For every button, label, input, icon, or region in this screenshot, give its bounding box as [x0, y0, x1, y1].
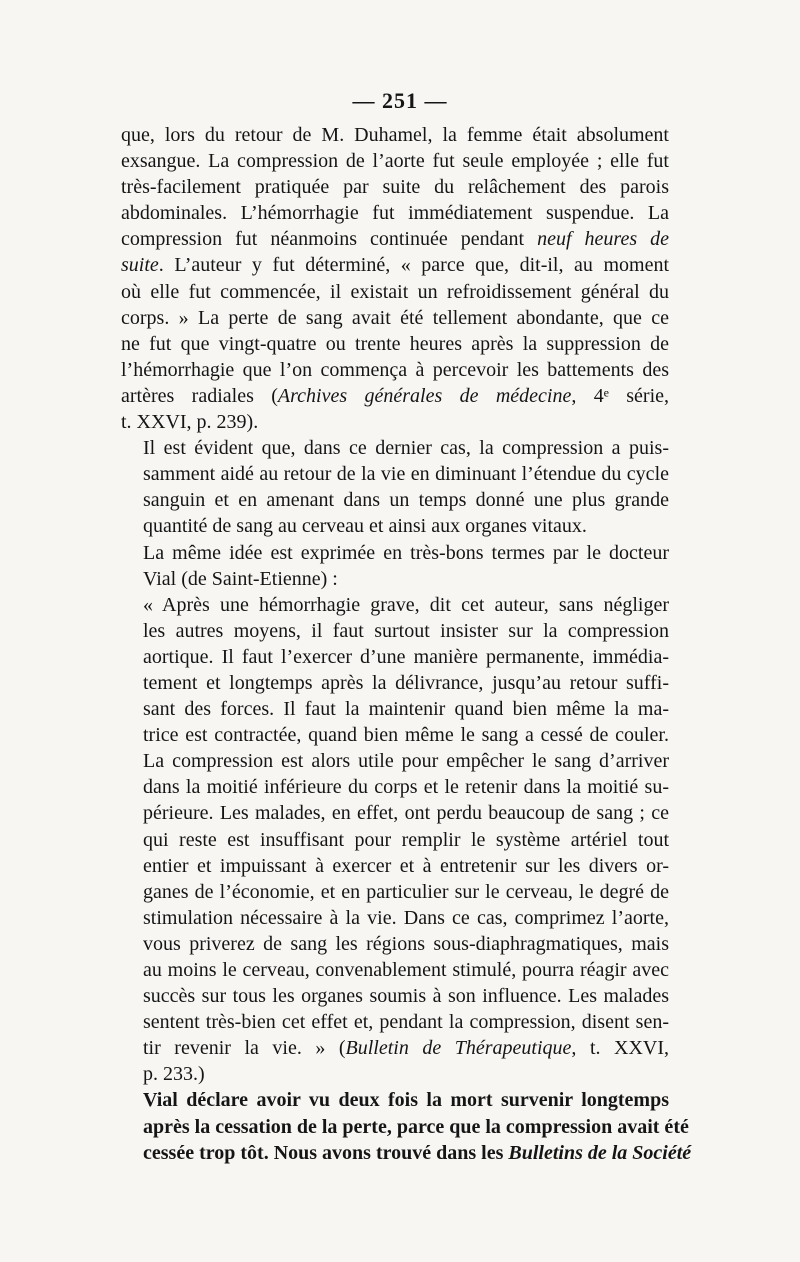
text-run: quantité de sang au cerveau et ainsi aux organes vitaux. [143, 515, 587, 538]
text-line [121, 722, 669, 748]
text-run: après la cessation de la perte, parce que la compression avait été [143, 1115, 689, 1138]
text-run: La compression est alors utile pour empêcher le sang d’arriver [143, 750, 669, 773]
text-run: tir revenir la vie. » ( [143, 1037, 346, 1060]
text-run: ganes de l’économie, et en particulier sur le cerveau, le degré de [143, 880, 669, 903]
text-run: dans la moitié inférieure du corps et le retenir dans la moitié su- [143, 776, 669, 799]
text-run: entier et impuissant à exercer et à entretenir sur les divers or- [143, 854, 669, 877]
text-line [121, 148, 669, 174]
paragraph [121, 592, 669, 1088]
italic-text: Archives générales de médecine [277, 384, 572, 407]
text-line [121, 383, 669, 409]
italic-text: Bulletin de Thérapeutique [345, 1037, 572, 1060]
text-run: Il est évident que, dans ce dernier cas, la compression a puis- [143, 437, 669, 460]
text-run: . L’auteur y fut déterminé, « parce que, dit-il, au moment [158, 254, 669, 277]
text-line [121, 331, 669, 357]
text-run: samment aidé au retour de la vie en diminuant l’étendue du cycle [143, 463, 669, 486]
text-run: compression fut néanmoins continuée pendant [121, 228, 538, 251]
text-line [121, 983, 669, 1009]
text-line [121, 252, 669, 278]
text-run: qui reste est insuffisant pour remplir le système artériel tout [143, 828, 669, 851]
text-run: , 4ᵉ série, [571, 384, 669, 407]
text-run: Vial (de Saint-Etienne) : [143, 567, 338, 590]
text-run: , t. XXVI, [571, 1037, 670, 1060]
text-line [121, 305, 669, 331]
text-line [121, 174, 669, 200]
text-run: trice est contractée, quand bien même le sang a cessé de couler. [143, 724, 669, 747]
paragraph [121, 122, 669, 435]
text-run: que, lors du retour de M. Duhamel, la femme était absolument [121, 124, 669, 146]
text-line [121, 540, 669, 566]
italic-text: suite [121, 254, 159, 277]
text-line [121, 409, 669, 435]
text-line [121, 1061, 669, 1087]
text-line [121, 226, 669, 252]
text-run: t. XXVI, p. 239). [121, 411, 259, 434]
text-line [121, 122, 669, 148]
text-run: périeure. Les malades, en effet, ont perdu beaucoup de sang ; ce [143, 802, 669, 825]
text-run: exsangue. La compression de l’aorte fut seule employée ; elle fut [121, 150, 669, 173]
text-line [121, 592, 669, 618]
text-line [121, 357, 669, 383]
text-line [121, 513, 669, 539]
text-line [121, 670, 669, 696]
italic-text: neuf heures de [537, 228, 670, 251]
text-run: sant des forces. Il faut la maintenir quand bien même la ma- [143, 698, 669, 721]
text-run: artères radiales ( [121, 384, 278, 407]
paragraph [121, 435, 669, 539]
text-line [121, 748, 669, 774]
body-text [121, 122, 692, 1166]
text-line [121, 435, 669, 461]
text-run: ne fut que vingt-quatre ou trente heures après la suppression de [121, 332, 669, 355]
text-line [121, 931, 669, 957]
text-run: Vial déclare avoir vu deux fois la mort survenir longtemps [143, 1089, 669, 1112]
text-line [121, 200, 669, 226]
text-line [121, 487, 669, 513]
text-line [121, 853, 669, 879]
text-line [121, 1114, 689, 1140]
text-run: au moins le cerveau, convenablement stimulé, pourra réagir avec [143, 959, 669, 981]
text-run: cessée trop tôt. Nous avons trouvé dans les [143, 1141, 509, 1164]
text-run: très-facilement pratiquée par suite du relâchement des parois [121, 176, 669, 199]
text-run: p. 233.) [143, 1063, 205, 1086]
text-line [121, 879, 669, 905]
text-line [121, 1140, 692, 1166]
text-line [121, 618, 669, 644]
text-line [121, 905, 669, 931]
text-run: La même idée est exprimée en très-bons termes par le docteur [143, 541, 669, 564]
text-line [121, 1035, 669, 1061]
text-line [121, 800, 669, 826]
text-run: où elle fut commencée, il existait un refroidissement général du [121, 280, 669, 303]
text-run: l’hémorrhagie que l’on commença à percevoir les battements des [121, 358, 669, 381]
text-run: tement et longtemps après la délivrance, jusqu’au retour suffi- [143, 671, 669, 694]
paragraph [121, 540, 669, 592]
text-line [121, 1009, 669, 1035]
text-run: les autres moyens, il faut surtout insister sur la compression [143, 619, 669, 642]
text-run: stimulation nécessaire à la vie. Dans ce cas, comprimez l’aorte, [143, 906, 669, 929]
text-line [121, 774, 669, 800]
text-run: corps. » La perte de sang avait été tellement abondante, que ce [121, 306, 669, 329]
text-run: aortique. Il faut l’exercer d’une manière permanente, immédia- [143, 645, 669, 668]
text-line [121, 644, 669, 670]
text-line [121, 957, 669, 983]
page-number: — 251 — [352, 88, 448, 113]
text-run: « Après une hémorrhagie grave, dit cet auteur, sans négliger [143, 593, 669, 616]
text-line [121, 566, 669, 592]
text-line [121, 279, 669, 305]
text-run: vous priverez de sang les régions sous-diaphragmatiques, mais [143, 932, 669, 955]
text-line [121, 696, 669, 722]
text-run: sentent très-bien cet effet et, pendant la compression, disent sen- [143, 1011, 669, 1034]
text-run: sanguin et en amenant dans un temps donné une plus grande [143, 489, 669, 512]
text-run: succès sur tous les organes soumis à son influence. Les malades [143, 985, 669, 1008]
italic-text: Bulletins de la Société [508, 1141, 692, 1164]
text-line [121, 1087, 669, 1113]
paragraph [121, 1087, 692, 1165]
text-line [121, 827, 669, 853]
text-line [121, 461, 669, 487]
text-run: abdominales. L’hémorrhagie fut immédiatement suspendue. La [121, 202, 669, 225]
